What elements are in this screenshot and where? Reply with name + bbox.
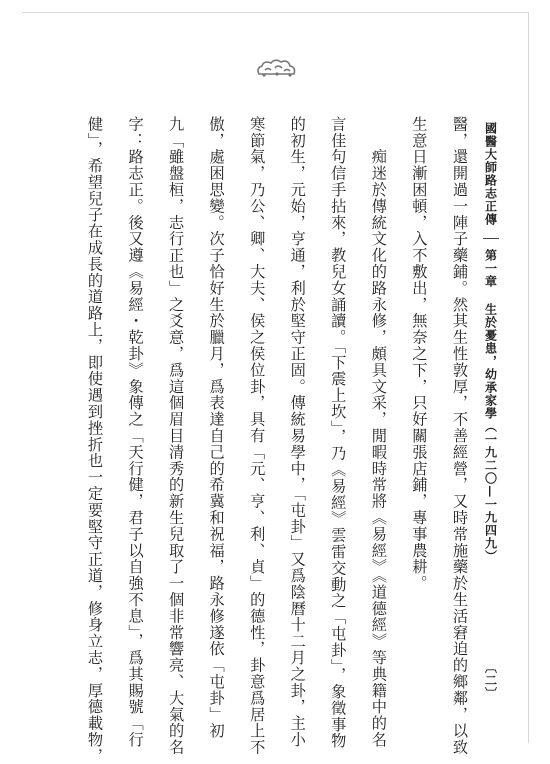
- cloud-ornament-icon: [255, 58, 299, 80]
- text-column: 字：路志正。後又遵《易經・乾卦》象傳之「天行健，君子以自強不息」，爲其賜號「行: [126, 116, 145, 748]
- text-column: 傲，處困思變。次子恰好生於臘月，爲表達自己的希冀和祝福，路永修遂依「屯卦」初: [207, 116, 226, 740]
- divider: [483, 238, 499, 239]
- running-head: [478, 118, 504, 708]
- text-column: 寒節氣，乃公、卿、大夫、侯之侯位卦，具有「元、亨、利、貞」的德性，卦意爲居上不: [248, 116, 267, 756]
- text-column: 的初生，元始，亨通，利於堅守正固。傳統易學中，「屯卦」又爲陰曆十二月之卦，主小: [288, 116, 307, 748]
- page-number: 〔二〕: [483, 661, 498, 700]
- text-column: 痴迷於傳統文化的路永修，頗具文采，閒暇時常將《易經》《道德經》等典籍中的名: [369, 116, 388, 748]
- text-column: 言佳句信手拈來，教兒女誦讀。「下震上坎」，乃《易經》雲雷交動之「屯卦」，象徵事物: [329, 116, 348, 750]
- text-column: 健」，希望兒子在成長的道路上，即使遇到挫折也一定要堅守正道，修身立志，厚德載物，: [86, 116, 104, 764]
- chapter-title: 生於憂患，幼承家學（一九二〇—一九四九）: [483, 303, 498, 564]
- body-text: [80, 116, 469, 764]
- chapter-number: 第一章: [483, 249, 498, 288]
- chapter-heading: [483, 249, 500, 649]
- book-title: 國醫大師路志正傳: [483, 122, 498, 226]
- text-column: 醫，還開過一陣子藥鋪。然其生性敦厚，不善經營，又時常施藥於生活窘迫的鄉鄰，以致: [450, 116, 469, 756]
- text-column: 九「雖盤桓，志行正也」之爻意，爲這個眉目清秀的新生兒取了一個非常響亮、大氣的名: [167, 116, 186, 756]
- text-column: 生意日漸困頓，入不敷出，無奈之下，只好關張店鋪，專事農耕。: [410, 116, 429, 592]
